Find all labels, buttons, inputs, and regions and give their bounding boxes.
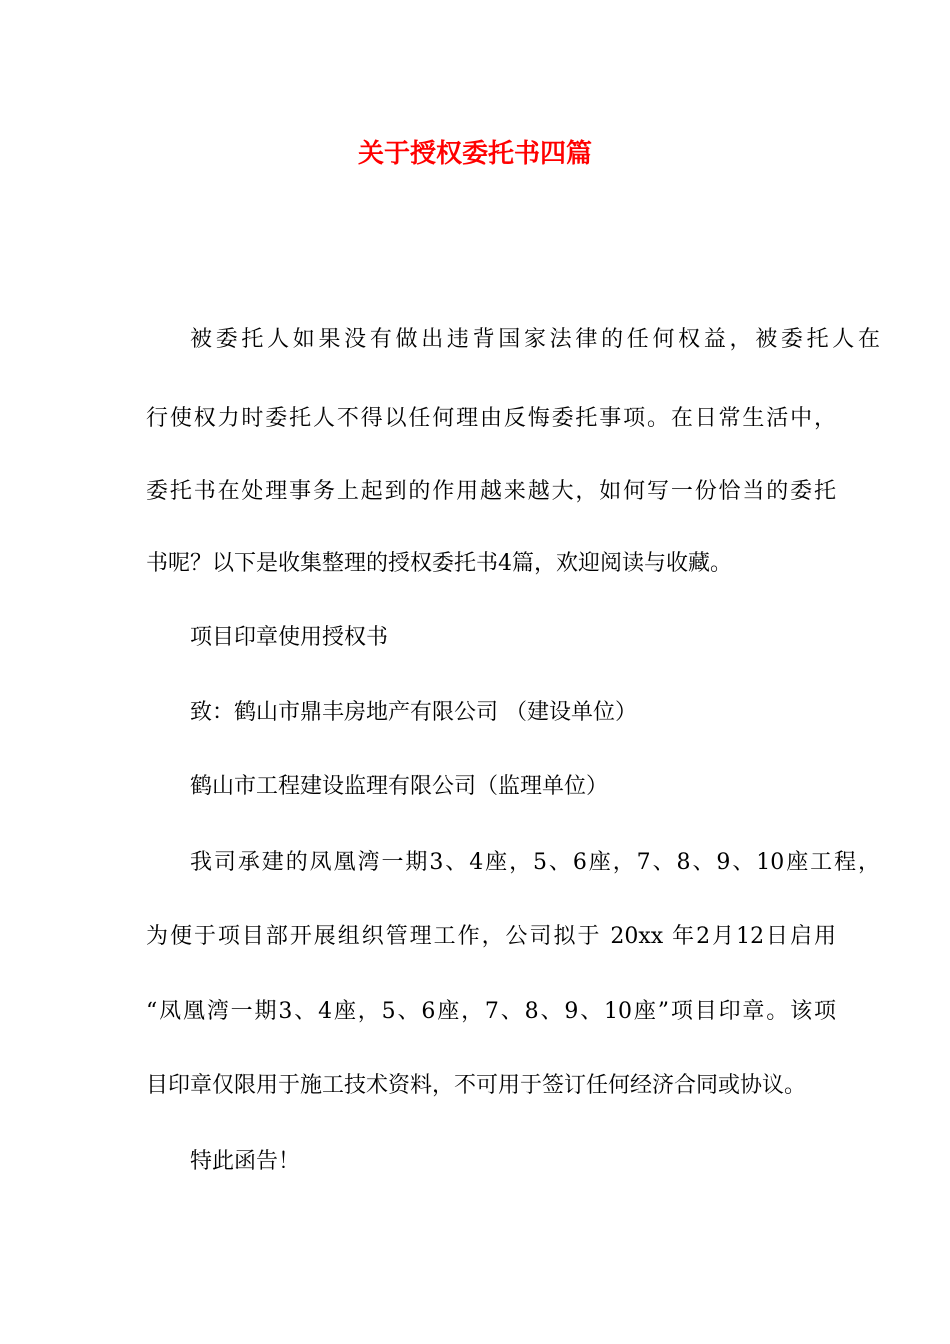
- recipient-line: 致：鹤山市鼎丰房地产有限公司 （建设单位）: [190, 700, 637, 725]
- body-line-3: “凤凰湾一期3、4座，5、6座，7、8、9、10座”项目印章。该项: [146, 999, 836, 1024]
- intro-line-3: 委托书在处理事务上起到的作用越来越大，如何写一份恰当的委托: [146, 479, 836, 504]
- body-line-4: 目印章仅限用于施工技术资料，不可用于签订任何经济合同或协议。: [146, 1073, 807, 1098]
- document-title: 关于授权委托书四篇: [357, 139, 592, 169]
- intro-line-4: 书呢？以下是收集整理的授权委托书4篇，欢迎阅读与收藏。: [146, 551, 732, 576]
- second-recipient-line: 鹤山市工程建设监理有限公司（监理单位）: [190, 774, 609, 799]
- section-title: 项目印章使用授权书: [190, 625, 389, 650]
- body-line-1: 我司承建的凤凰湾一期3、4座，5、6座，7、8、9、10座工程，: [190, 850, 880, 875]
- body-line-2: 为便于项目部开展组织管理工作，公司拟于 20xx 年2月12日启用: [146, 924, 836, 949]
- intro-line-2: 行使权力时委托人不得以任何理由反悔委托事项。在日常生活中，: [146, 406, 836, 431]
- closing-line: 特此函告！: [190, 1149, 301, 1174]
- intro-line-1: 被委托人如果没有做出违背国家法律的任何权益，被委托人在: [190, 327, 880, 352]
